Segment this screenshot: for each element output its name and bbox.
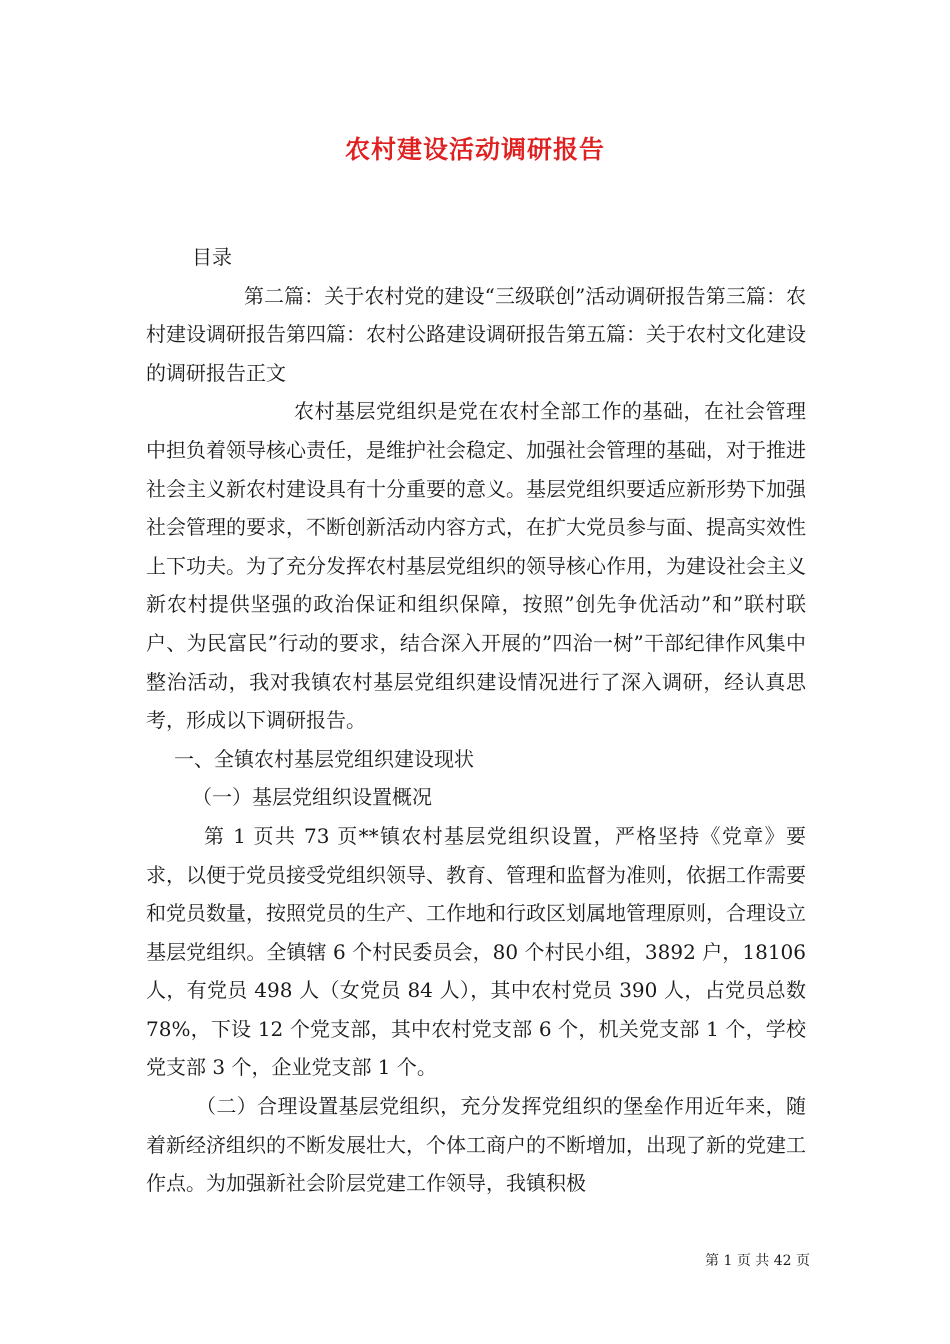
subsection-heading: （一）基层党组织设置概况	[192, 785, 432, 810]
preface-paragraph: 农村基层党组织是党在农村全部工作的基础，在社会管理中担负着领导核心责任，是维护社会稳定、加强社会管理的基础，对于推进社会主义新农村建设具有十分重要的意义。基层党组织要适应新形势下加强社会管理的要求，不断创新活动内容方式，在扩大党员参与面、提高实效性上下功夫。为了充分发挥农村基层党组织的领导核心作用，为建设社会主义新农村提供坚强的政治保证和组织保障，按照”创先争优活动”和”联村联户、为民富民”行动的要求，结合深入开展的”四治一树”干部纪律作风集中整治活动，我对我镇农村基层党组织建设情况进行了深入调研，经认真思考，形成以下调研报告。	[146, 399, 806, 733]
page-number-footer: 第 1 页 共 42 页	[705, 1253, 810, 1269]
document-body	[146, 238, 806, 1203]
toc-label: 目录	[192, 245, 232, 269]
toc-entries: 第二篇：关于农村党的建设“三级联创”活动调研报告第三篇：农村建设调研报告第四篇：农村公路建设调研报告第五篇：关于农村文化建设的调研报告正文	[146, 283, 806, 385]
document-title: 农村建设活动调研报告	[344, 135, 605, 164]
body-paragraph: （二）合理设置基层党组织，充分发挥党组织的堡垒作用近年来，随着新经济组织的不断发展壮大，个体工商户的不断增加，出现了新的党建工作点。为加强新社会阶层党建工作领导，我镇积极	[146, 1094, 806, 1196]
body-paragraph: 第 1 页共 73 页**镇农村基层党组织设置，严格坚持《党章》要求，以便于党员接受党组织领导、教育、管理和监督为准则，依据工作需要和党员数量，按照党员的生产、工作地和行政区划属地管理原则，合理设立基层党组织。全镇辖 6 个村民委员会，80 个村民小组，3892 户，18106 人，有党员 498 人（女党员 84 人），其中农村党员 390 人，占党员总数 78%，下设 12 个党支部，其中农村党支部 6 个，机关党支部 1 个，学校党支部 3 个，企业党支部 1 个。	[146, 823, 806, 1080]
section-heading: 一、全镇农村基层党组织建设现状	[174, 746, 474, 771]
